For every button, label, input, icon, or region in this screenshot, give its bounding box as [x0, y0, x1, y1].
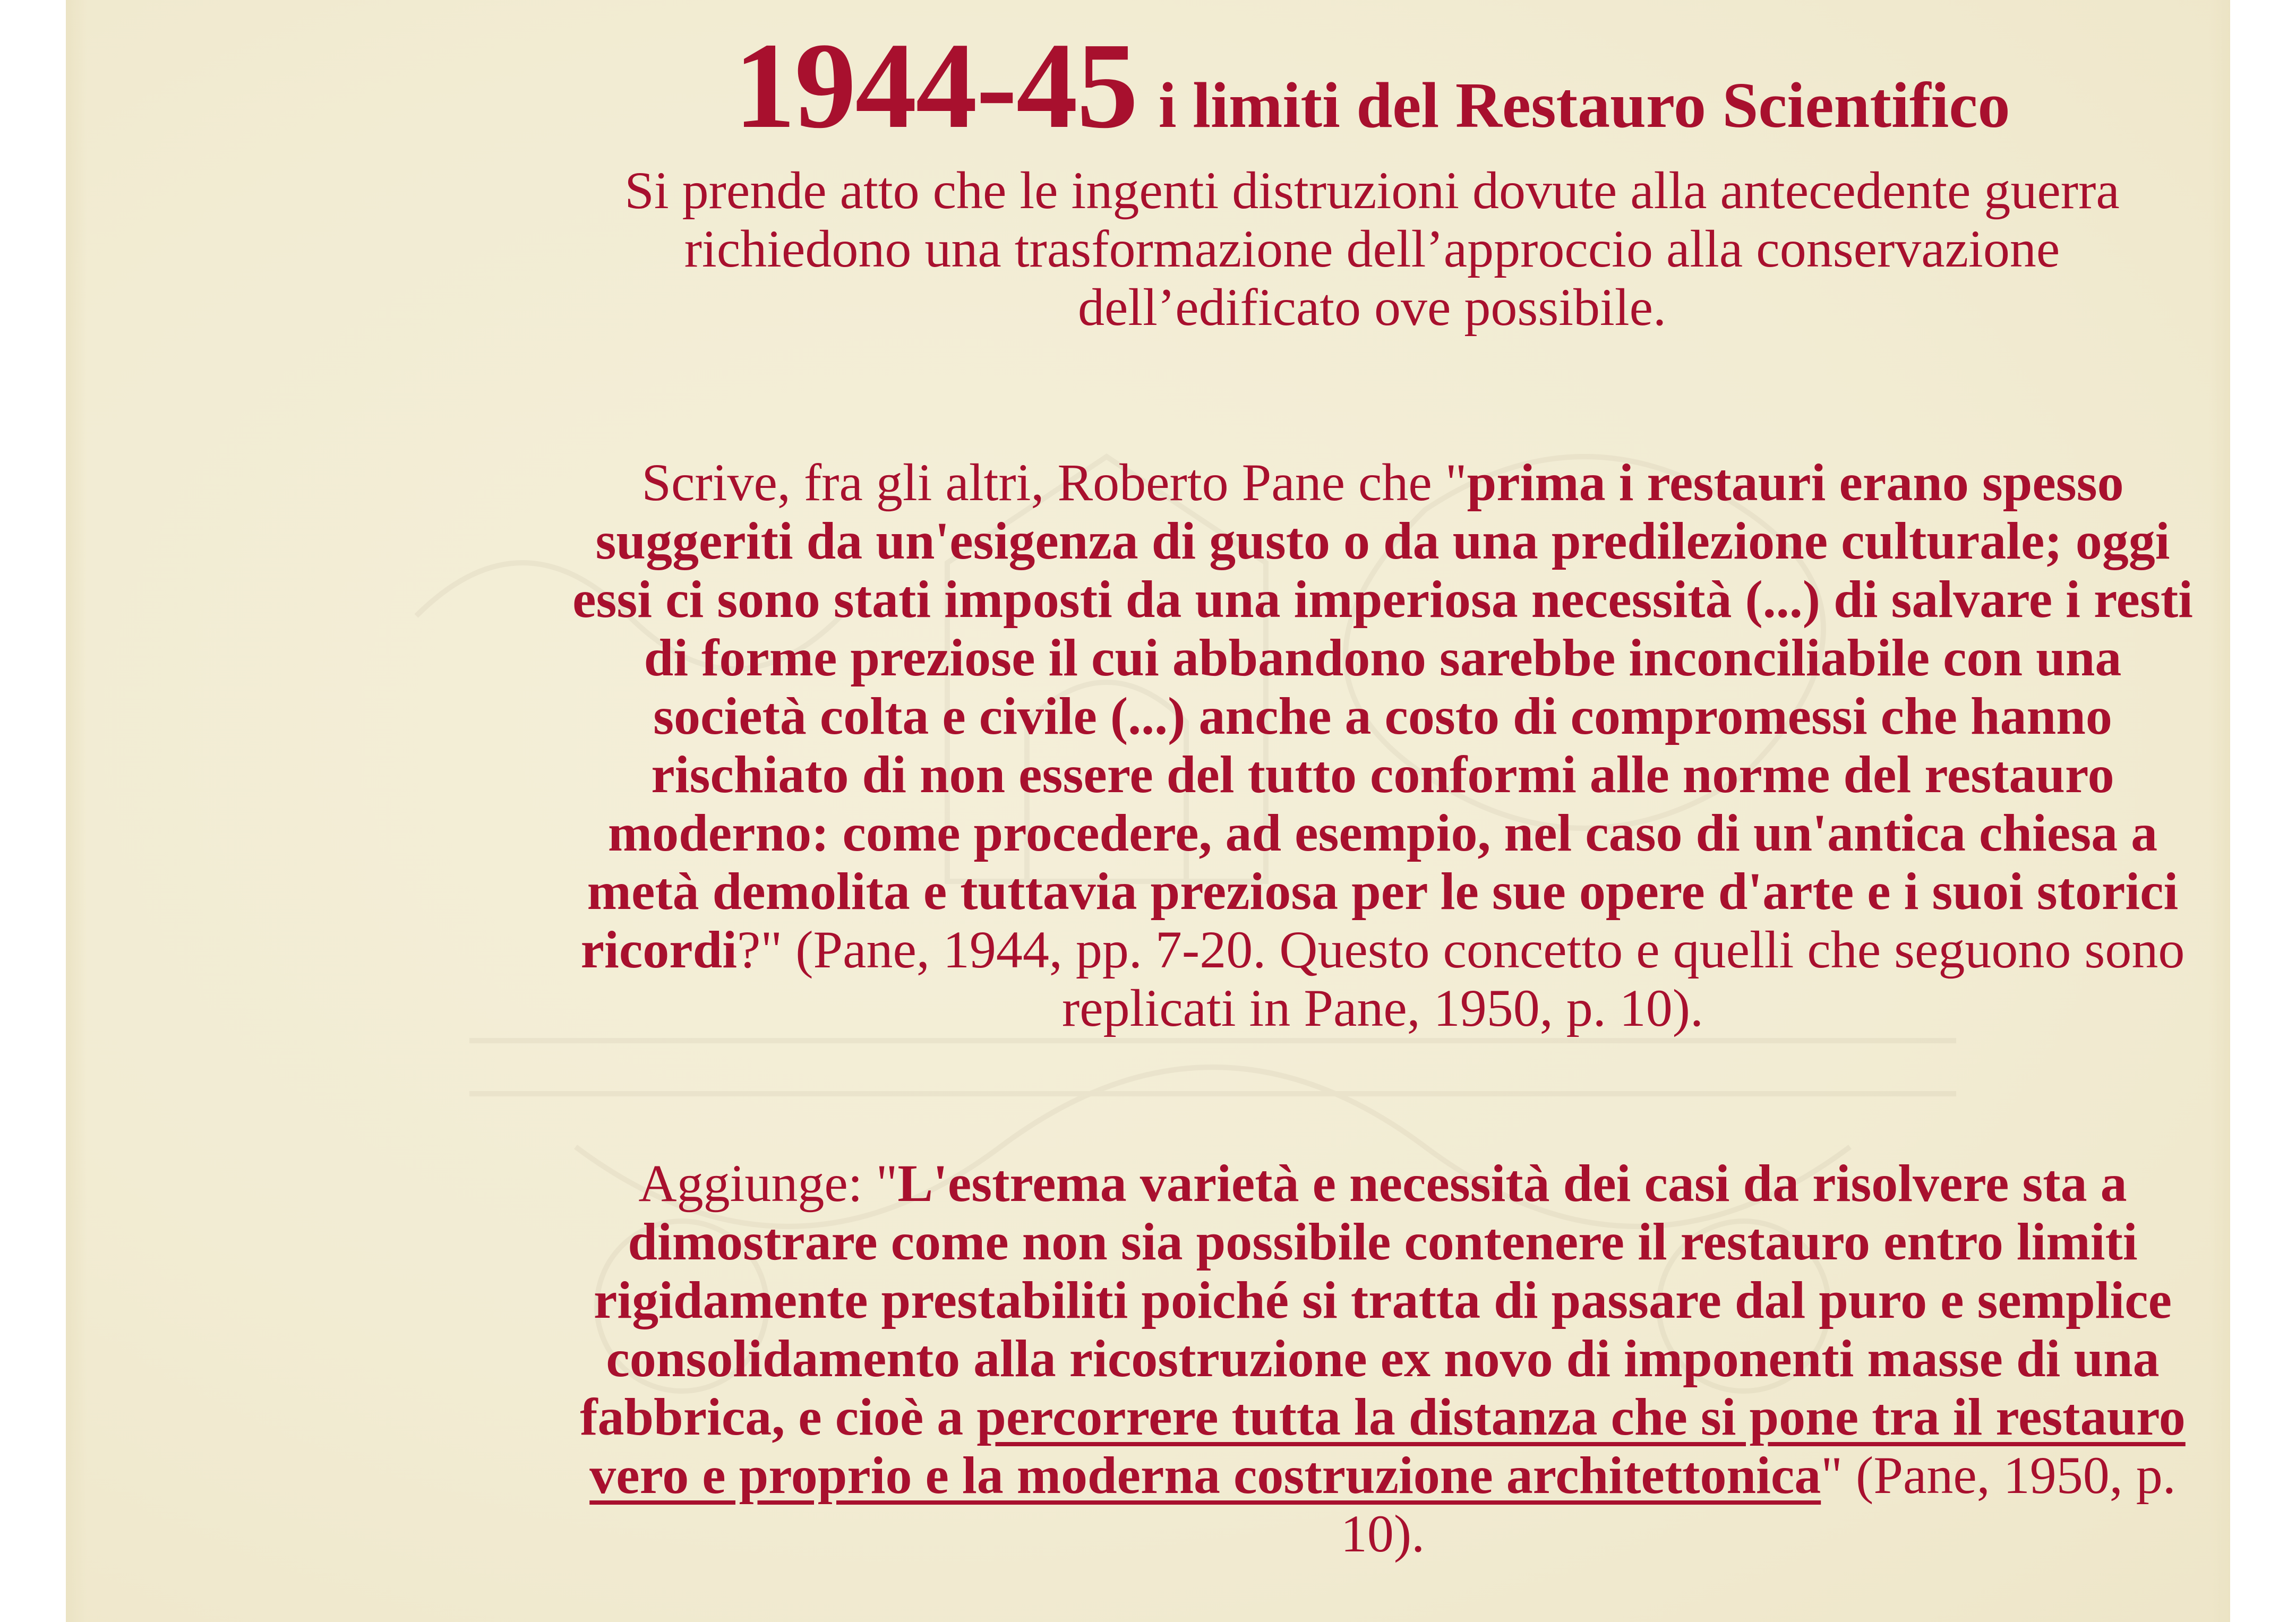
aggiunge-quote-text: L'estrema varietà e necessità dei casi da risolvere sta a dimostrare come non sia possibile contenere il restauro entro limiti rigidamente prestabiliti poiché si tratta di passare dal puro e semplice consolidamento alla ricostruzione ex novo di imponenti masse di una fabbrica, e cioè a: [580, 1153, 2172, 1446]
slide-content: [549, 18, 2195, 1563]
slide-edge-shadow-left: [66, 0, 87, 1622]
pane-quote-paragraph: [549, 453, 2195, 1037]
slide-edge-shadow-right: [2209, 0, 2230, 1622]
aggiunge-lead: Aggiunge: ": [638, 1153, 898, 1213]
aggiunge-citation: " (Pane, 1950, p. 10).: [1340, 1445, 2176, 1563]
slide-title: [549, 18, 2195, 154]
pane-quote-lead: Scrive, fra gli altri, Roberto Pane che ": [641, 452, 1467, 512]
aggiunge-underlined-quote: percorrere tutta la distanza che si pone tra il restauro vero e proprio e la moderna costruzione architettonica: [589, 1387, 2186, 1505]
pane-quote-citation: ?" (Pane, 1944, pp. 7-20. Questo concetto e quelli che seguono sono replicati in Pane, 1950, p. 10).: [737, 920, 2185, 1037]
intro-paragraph: Si prende atto che le ingenti distruzioni dovute alla antecedente guerra richiedono una trasformazione dell’approccio alla conservazione dell’edificato ove possibile.: [624, 160, 2120, 337]
pane-quote-text: prima i restauri erano spesso suggeriti da un'esigenza di gusto o da una predilezione culturale; oggi essi ci sono stati imposti da una imperiosa necessità (...) di salvare i resti di forme preziose il cui abbandono sarebbe inconciliabile con una società colta e civile (...) anche a costo di compromessi che hanno rischiato di non essere del tutto conformi alle norme del restauro moderno: come procedere, ad esempio, nel caso di un'antica chiesa a metà demolita e tuttavia preziosa per le sue opere d'arte e i suoi storici ricordi: [572, 452, 2193, 979]
slide: [66, 0, 2230, 1622]
title-subject: i limiti del Restauro Scientifico: [1158, 70, 2010, 141]
title-year: 1944-45: [734, 18, 1137, 154]
aggiunge-quote-paragraph: [549, 1154, 2195, 1563]
